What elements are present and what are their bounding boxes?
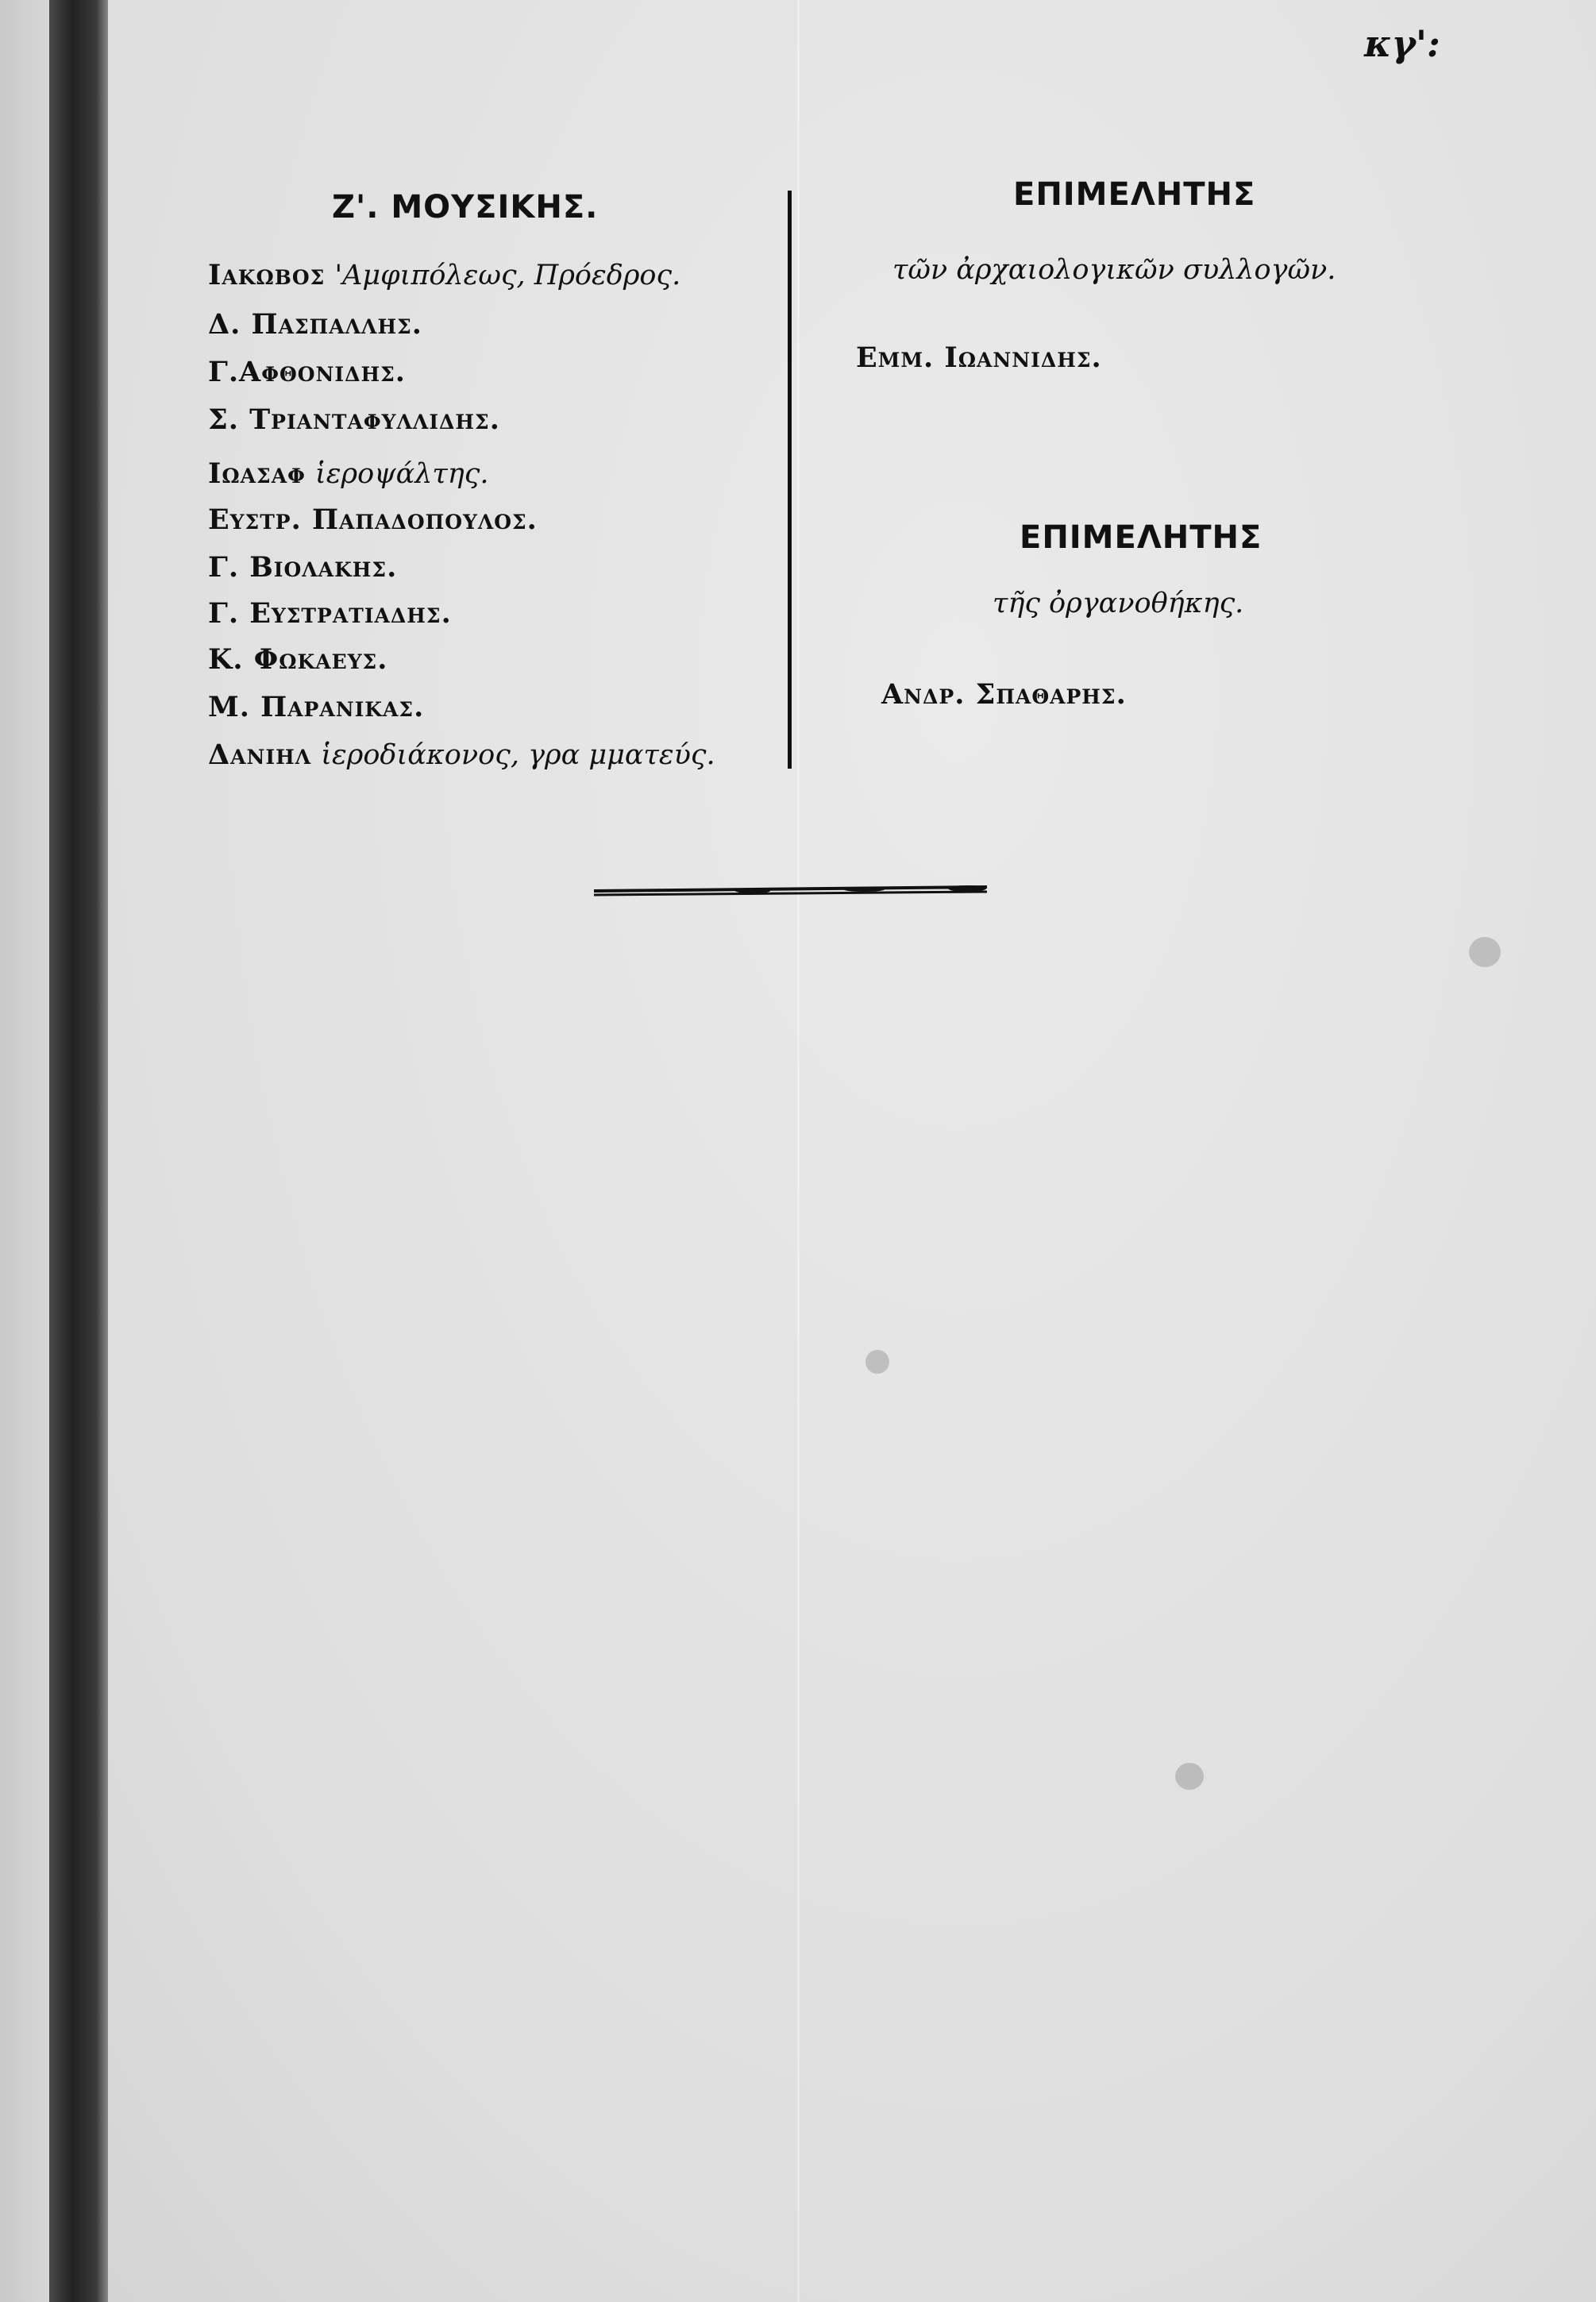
curator-name-line bbox=[856, 341, 1102, 374]
member-name: Μ. Παρανικας. bbox=[208, 691, 425, 723]
paper-stain bbox=[1469, 937, 1501, 967]
page-edge bbox=[0, 0, 49, 2302]
member-line bbox=[208, 643, 387, 676]
member-name: Δ. Πασπαλλης. bbox=[208, 308, 422, 341]
curator-heading: ΕΠΙΜΕΛΗΤΗΣ bbox=[1013, 176, 1256, 213]
book-spine-shadow bbox=[49, 0, 108, 2302]
member-line bbox=[208, 551, 397, 584]
member-name: Ιακωβος bbox=[208, 259, 326, 291]
member-line bbox=[208, 403, 500, 436]
member-name: Γ.Αφθονιδης. bbox=[208, 356, 406, 388]
member-line bbox=[208, 457, 489, 490]
curator-name-line bbox=[881, 678, 1127, 711]
member-name: Ιωασαφ bbox=[208, 457, 306, 490]
curator-name: Ανδρ. Σπαθαρης. bbox=[881, 678, 1127, 711]
member-line bbox=[208, 356, 406, 388]
music-section-heading: Ζ'. ΜΟΥΣΙΚΗΣ. bbox=[332, 189, 599, 226]
member-name: Γ. Ευστρατιαδης. bbox=[208, 597, 452, 630]
curator-subtitle bbox=[993, 588, 1243, 619]
member-line bbox=[208, 691, 424, 723]
curator-heading: ΕΠΙΜΕΛΗΤΗΣ bbox=[1020, 519, 1263, 556]
member-line bbox=[208, 503, 538, 536]
page-number: κγ': bbox=[1364, 22, 1440, 65]
curator-subtitle-text: τῆς ὀργανοθήκης. bbox=[993, 588, 1244, 619]
member-line bbox=[208, 259, 680, 291]
curator-subtitle bbox=[892, 254, 1336, 286]
fold-crease bbox=[797, 0, 800, 2302]
curator-name: Εμμ. Ιωαννιδης. bbox=[856, 341, 1102, 374]
member-line bbox=[208, 738, 715, 771]
member-name: Κ. Φωκαευς. bbox=[208, 643, 388, 676]
ornamental-end-rule bbox=[594, 885, 987, 899]
member-name: Ευστρ. Παπαδοπουλος. bbox=[208, 503, 538, 536]
member-line bbox=[208, 308, 422, 341]
curator-subtitle-text: τῶν ἀρχαιολογικῶν συλλογῶν. bbox=[892, 254, 1336, 286]
paper-stain bbox=[1175, 1763, 1204, 1790]
member-role: ἱεροψάλτης. bbox=[315, 458, 489, 490]
member-name: Σ. Τριανταφυλλιδης. bbox=[208, 403, 500, 436]
member-name: Γ. Βιολακης. bbox=[208, 551, 398, 584]
member-name: Δανιηλ bbox=[208, 738, 312, 771]
column-divider bbox=[788, 191, 792, 769]
member-line bbox=[208, 597, 452, 630]
member-role: 'Αμφιπόλεως, Πρόεδρος. bbox=[334, 260, 681, 291]
member-role: ἱεροδιάκονος, γρα μματεύς. bbox=[321, 739, 715, 771]
paper-stain bbox=[865, 1350, 889, 1374]
